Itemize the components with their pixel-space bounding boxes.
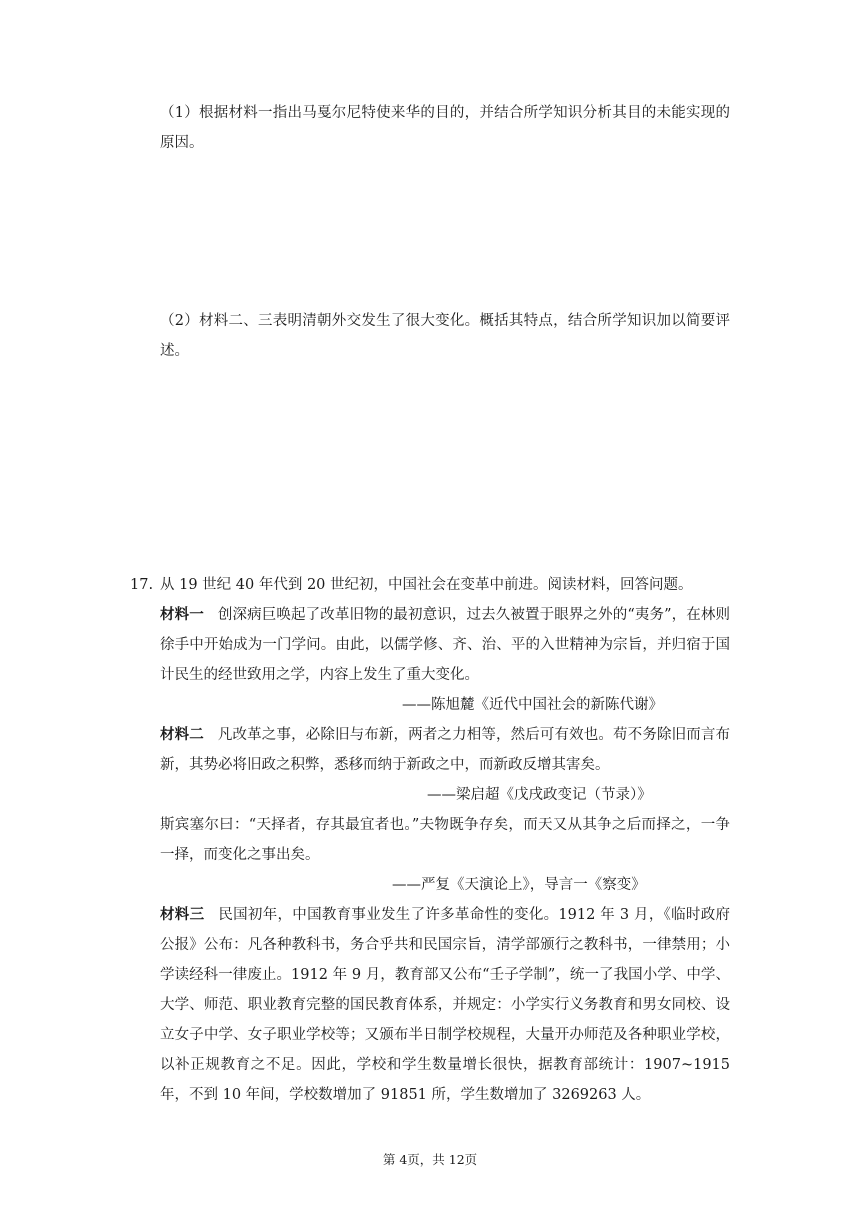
material-1-text: 创深病巨唤起了改革旧物的最初意识，过去久被置于眼界之外的“夷务”，在林则徐手中开始成为一门学问。由此，以儒学修、齐、治、平的入世精神为宗旨，并归宿于国计民生的经世致用之学，内容上发生了重大变化。 [160,607,731,683]
question-1-text: （1）根据材料一指出马戛尔尼特使来华的目的，并结合所学知识分析其目的未能实现的原因。 [160,105,730,151]
material-2-source: ——梁启超《戊戌政变记（节录）》 [427,787,652,803]
question-2-text: （2）材料二、三表明清朝外交发生了很大变化。概括其特点，结合所学知识加以简要评述。 [160,313,730,359]
material-2-quote-source: ——严复《天演论上》，导言一《察变》 [392,877,646,893]
material-2-quote: 斯宾塞尔曰：“天择者，存其最宜者也。”夫物既争存矣，而天又从其争之后而择之，一争一择，而变化之事出矣。 [160,817,730,863]
material-2-label: 材料二 [160,726,204,743]
page-footer: 第 4页，共 12页 [382,1152,478,1167]
material-1-source: ——陈旭麓《近代中国社会的新陈代谢》 [402,697,663,713]
material-1 [160,600,730,690]
material-3-text: 民国初年，中国教育事业发生了许多革命性的变化。1912 年 3 月，《临时政府公报》公布：凡各种教科书，务合乎共和民国宗旨，清学部颁行之教科书，一律禁用；小学读经科一律废止。1912 年 9 月，教育部又公布“壬子学制”，统一了我国小学、中学、大学、师范、职业教育完整的国民教育体系，并规定：小学实行义务教育和男女同校、设立女子中学、女子职业学校等；又颁布半日制学校规程，大量开办师范及各种职业学校，以补正规教育之不足。因此，学校和学生数量增长很快，据教育部统计：1907~1915 年，不到 10 年间，学校数增加了 91851 所，学生数增加了 3269263 人。 [160,907,730,1103]
material-3 [160,900,730,1110]
material-2 [160,720,730,780]
question-17-prompt-text: 从 19 世纪 40 年代到 20 世纪初，中国社会在变革中前进。阅读材料，回答问题。 [160,577,693,593]
material-2-text: 凡改革之事，必除旧与布新，两者之力相等，然后可有效也。苟不务除旧而言布新，其势必将旧政之积弊，悉移而纳于新政之中，而新政反增其害矣。 [160,727,730,773]
question-17-prompt [130,570,730,600]
material-3-label: 材料三 [160,906,205,923]
question-17-number: 17. [130,577,154,593]
material-1-label: 材料一 [160,606,204,623]
